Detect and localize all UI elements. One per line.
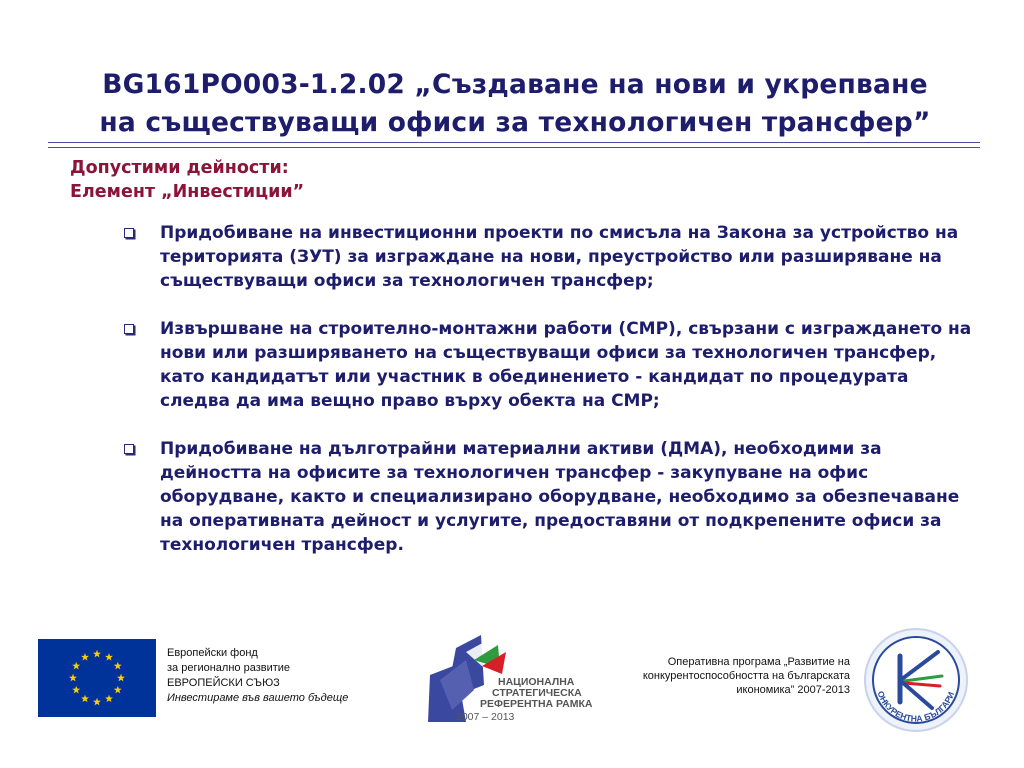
title-divider-bottom [48,147,980,148]
nsrf-line-3: РЕФЕРЕНТНА РАМКА [480,698,593,710]
op-line-1: Оперативна програма „Развитие на [667,656,850,668]
title-line-2: на съществуващи офиси за технологичен трансфер” [99,107,931,138]
nsrf-logo-icon [426,630,596,725]
competitive-bulgaria-logo [860,624,972,740]
eu-fund-line-1: Европейски фонд [167,647,258,659]
square-bullet-icon [124,324,134,334]
kb-logo-text: ОНКУРЕНТНА БЪЛГАРИ [875,689,957,724]
square-bullet-icon [124,228,134,238]
subheading-line-2: Елемент „Инвестиции” [70,182,305,202]
nsrf-logo [426,630,596,729]
list-item [122,437,982,557]
square-bullet-icon [124,444,134,454]
slide-title [30,66,1000,142]
list-item [122,317,982,413]
list-item [122,221,982,293]
eu-fund-line-3: ЕВРОПЕЙСКИ СЪЮЗ [167,677,280,689]
nsrf-years: 2007 – 2013 [456,711,515,723]
list-item-text: Придобиване на инвестиционни проекти по смисъла на Закона за устройство на територията (ЗУТ) за изграждане на нови, преустройство или разширяване на съществуващи офиси за технологичен трансфер; [160,223,959,291]
subheading [70,156,304,204]
eu-flag-logo [38,639,156,721]
subheading-line-1: Допустими дейности: [70,158,289,178]
title-divider-top [48,142,980,143]
op-line-2: конкурентоспособността на българската [642,670,850,682]
nsrf-line-2: СТРАТЕГИЧЕСКА [492,687,582,699]
eu-fund-line-2: за регионално развитие [167,662,291,674]
op-programme-text [612,655,850,697]
op-line-3: икономика” 2007-2013 [736,684,850,696]
eu-flag-icon [38,639,156,717]
list-item-text: Извършване на строително-монтажни работи (СМР), свързани с изграждането на нови или разширяването на съществуващи офиси за технологичен трансфер, като кандидатът или участник в обединението - кандидат по процедурата следва да има вещно право върху обекта на СМР; [160,319,972,411]
eu-fund-slogan: Инвестираме във вашето бъдеще [167,692,349,704]
activities-list [122,221,982,581]
title-line-1: BG161PO003-1.2.02 „Създаване на нови и укрепване [102,69,928,100]
competitive-bulgaria-icon [860,624,972,736]
eu-fund-text [167,646,348,706]
nsrf-line-1: НАЦИОНАЛНА [498,676,575,688]
list-item-text: Придобиване на дълготрайни материални активи (ДМА), необходими за дейността на офисите за технологичен трансфер - закупуване на офис оборудване, както и специализирано оборудване, необходимо за обезпечаване на оперативната дейност и услугите, предоставяни от подкрепените офиси за технологичен трансфер. [160,439,960,555]
